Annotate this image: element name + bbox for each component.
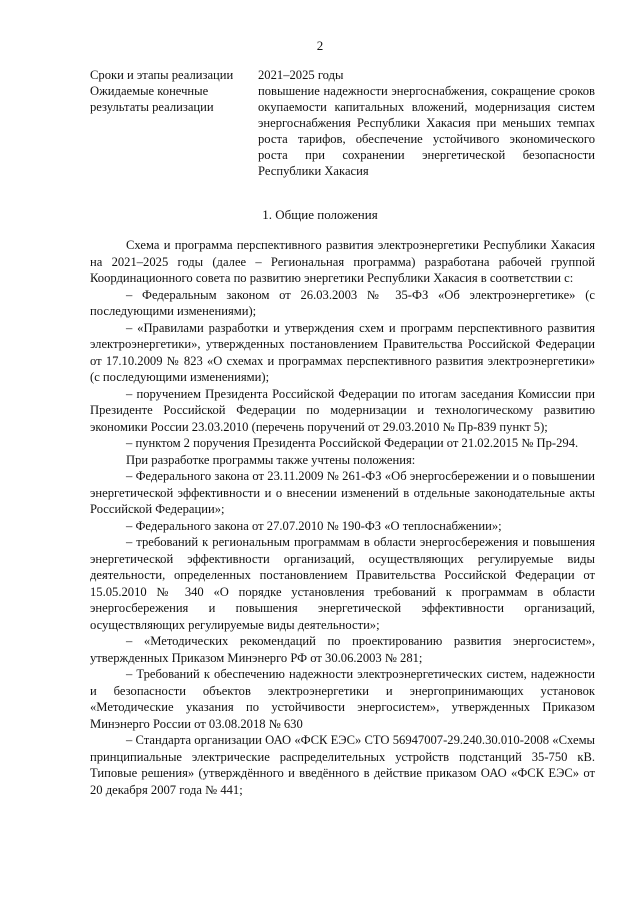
section-body	[90, 237, 595, 798]
passport-label: Сроки и этапы реализации	[90, 68, 234, 82]
paragraph: Схема и программа перспективного развития электроэнергетики Республики Хакасия на 2021–2025 годы (далее – Региональная программа) разработана рабочей группой Координационного совета по развитию энергетики Республики Хакасия в соответствии с:	[90, 238, 595, 285]
passport-row-terms	[90, 67, 595, 83]
list-item: – Федерального закона от 27.07.2010 № 190-ФЗ «О теплоснабжении»;	[126, 518, 502, 533]
list-item: – «Правилами разработки и утверждения схем и программ перспективного развития электроэнергетики», утвержденных постановлением Правительства Российской Федерации от 17.10.2009 № 823 «О схемах и программах перспективного развития электроэнергетики» (с последующими изменениями);	[90, 320, 595, 384]
list-item: – Требований к обеспечению надежности электроэнергетических систем, надежности и безопасности объектов электроэнергетики и энергопринимающих установок «Методические указания по устойчивости энергосистем», утвержденных Приказом Минэнерго России от 03.08.2018 № 630	[90, 667, 595, 731]
passport-row-results	[90, 83, 595, 179]
list-item: – требований к региональным программам в области энергосбережения и повышения энергетической эффективности организаций, осуществляющих регулируемые виды деятельности, определенных постановлением Правительства Российской Федерации от 15.05.2010 № 340 «О порядке установления требований к программам в области энергосбережения и повышения энергетической эффективности организаций, осуществляющих регулируемые виды деятельности»;	[90, 535, 595, 632]
passport-value: 2021–2025 годы	[258, 68, 344, 82]
list-item: – «Методических рекомендаций по проектированию развития энергосистем», утвержденных Приказом Минэнерго РФ от 30.06.2003 № 281;	[90, 634, 595, 665]
section-heading: 1. Общие положения	[262, 207, 378, 222]
list-item: – Федеральным законом от 26.03.2003 № 35-ФЗ «Об электроэнергетике» (с последующими изменениями);	[90, 287, 595, 318]
list-item: – Федерального закона от 23.11.2009 № 261-ФЗ «Об энергосбережении и о повышении энергетической эффективности и о внесении изменений в отдельные законодательные акты Российской Федерации»;	[90, 469, 595, 516]
list-item: – поручением Президента Российской Федерации по итогам заседания Комиссии при Президенте Российской Федерации по модернизации и технологическому развитию экономики России 23.03.2010 (перечень поручений от 29.03.2010 № Пр-839 пункт 5);	[90, 386, 595, 434]
list-item: – пунктом 2 поручения Президента Российской Федерации от 21.02.2015 № Пр-294.	[126, 436, 579, 450]
passport-table	[90, 67, 595, 179]
list-item: – Стандарта организации ОАО «ФСК ЕЭС» СТО 56947007-29.240.30.010-2008 «Схемы принципиальные электрические распределительных устройств подстанций 35-750 кВ. Типовые решения» (утверждённого и введённого в действие приказом ОАО «ФСК ЕЭС» от 20 декабря 2007 года № 441;	[90, 733, 595, 797]
page-number: 2	[316, 38, 324, 53]
paragraph: При разработке программы также учтены положения:	[126, 452, 416, 467]
passport-value: повышение надежности энергоснабжения, сокращение сроков окупаемости капитальных вложений, модернизация систем энергоснабжения Республики Хакасия при меньших темпах роста тарифов, обеспечение устойчивого экономического роста при сохранении энергетической безопасности Республики Хакасия	[258, 84, 595, 178]
passport-label: Ожидаемые конечные результаты реализации	[90, 84, 214, 114]
